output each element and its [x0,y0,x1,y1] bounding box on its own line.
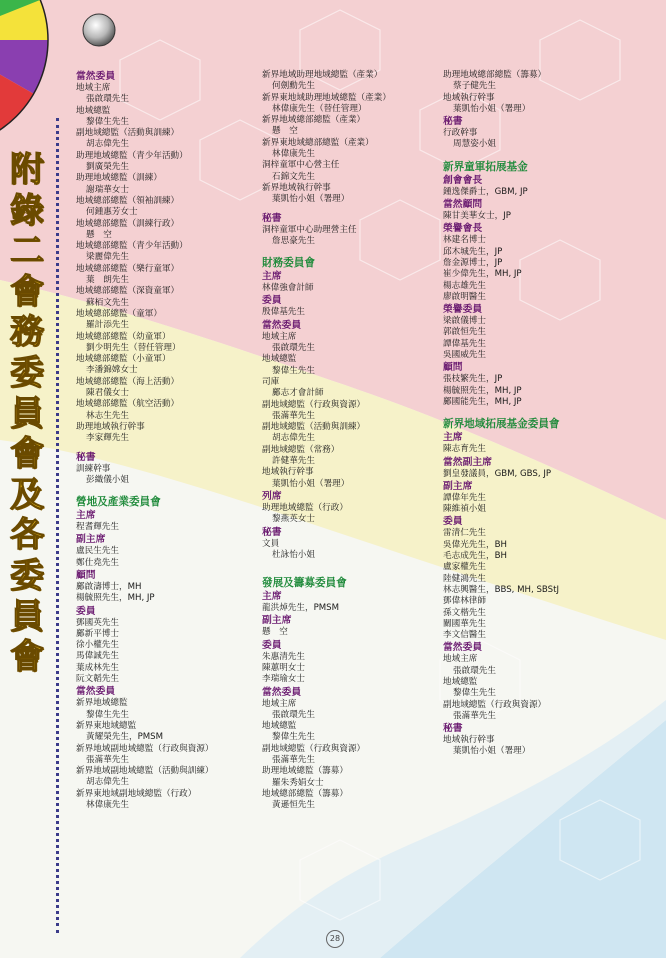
member-line: 地域總監 [443,676,478,687]
member-line: 黎偉生先生 [86,116,129,127]
member-line: 楊毓照先生，MH, JP [443,385,522,396]
member-line: 地域主席 [76,83,111,93]
member-line: 地域執行幹事 [443,92,495,103]
member-line: 劉皇發議員，GBM, GBS, JP [443,468,552,479]
role-heading: 副主席 [262,615,292,627]
member-line: 地域主席 [262,698,297,709]
member-line: 副地域總監（常務） [262,444,340,455]
member-line: 葉凱怡小姐（署理） [453,746,531,757]
role-heading: 當然委員 [262,319,302,331]
member-line: 譚偉基先生 [443,338,486,349]
member-line: 周慧姿小姐 [453,139,496,150]
member-line: 助理地域總部總監（籌募） [443,70,547,80]
committee-heading: 新界童軍拓展基金 [443,160,528,173]
member-line: 李家輝先生 [86,433,129,444]
title-char: 員 [10,393,44,434]
member-line: 鍾逸傑爵士，GBM, JP [443,186,528,197]
column-3 [443,70,643,758]
member-line: 詹思豪先生 [272,235,315,246]
member-line: 楊毓照先生，MH, JP [76,593,155,604]
member-line: 鄧偉林律師 [443,596,486,607]
member-line: 新界東地域總監 [76,720,137,731]
member-line: 蘇栢文先生 [86,297,129,308]
member-line: 新界地域助理地域總監（產業） [262,70,383,80]
member-line: 劉少明先生（替任管理） [86,342,181,353]
member-line: 龍洪焯先生，PMSM [262,603,340,614]
member-line: 地域執行幹事 [262,467,314,478]
member-line: 殷偉基先生 [262,307,305,318]
member-line: 張滿華先生 [453,710,496,721]
member-line: 新界地域總監 [76,698,128,709]
member-line: 黃遜恒先生 [272,800,315,811]
member-line: 地域總部總監（海上活動） [76,376,180,387]
role-heading: 委員 [262,295,282,307]
member-line: 李潘錦嫦女士 [86,365,138,376]
member-line: 梁啟儀博士 [443,316,486,327]
member-line: 徐小權先生 [76,640,119,651]
member-line: 吳偉光先生，BH [443,539,507,550]
member-line: 新界地域執行幹事 [262,182,331,193]
member-line: 葉凱怡小姐（署理） [272,478,350,489]
member-line: 林志興醫生，BBS, MH, SBStJ [443,584,560,595]
role-heading: 副主席 [76,534,106,546]
member-line: 李文信醫生 [443,630,486,641]
member-line: 張滿華先生 [272,755,315,766]
member-line: 林志生先生 [86,410,129,421]
member-line: 地域總監 [76,105,111,116]
member-line: 新界東地域總部總監（產業） [262,137,374,148]
member-line: 地域總部總監（幼童軍） [76,331,171,342]
member-line: 黎偉生先生 [86,709,129,720]
role-heading: 當然委員 [76,71,116,82]
member-line: 胡志偉先生 [272,433,315,444]
member-line: 地域總部總監（航空活動） [76,399,180,410]
member-line: 新界地域副地域總監（活動與訓練） [76,766,214,777]
member-line: 鄧國英先生 [76,617,119,628]
member-line: 地域主席 [443,654,478,665]
role-heading: 主席 [76,510,96,522]
member-line: 楊志雄先生 [443,280,486,291]
title-char: 附 [10,150,44,190]
member-line: 地域主席 [262,331,297,342]
role-heading: 當然顧問 [443,199,483,211]
member-line: 地域執行幹事 [443,735,495,746]
member-line: 懸 空 [86,229,112,240]
member-line: 葉凱怡小姐（署理） [453,103,531,114]
role-heading: 委員 [443,516,463,528]
member-line: 地域總監 [262,721,297,732]
role-heading: 主席 [262,271,282,283]
member-line: 助理地域總監（籌募） [262,766,348,777]
member-line: 副地域總監（活動與訓練） [262,422,366,433]
role-heading: 顧問 [443,362,463,374]
title-char: 員 [10,596,44,637]
column-2 [262,70,434,812]
role-heading: 列席 [262,490,282,502]
member-line: 詹金源博士，JP [443,257,503,268]
member-line: 新界地域副地域總監（行政與資源） [76,743,214,754]
member-line: 張滿華先生 [272,410,315,421]
member-line: 地域總監 [262,354,297,365]
member-line: 郭啟恒先生 [443,327,486,338]
role-heading: 當然委員 [262,686,302,698]
role-heading: 當然委員 [76,686,116,698]
role-heading: 秘書 [76,451,96,463]
member-line: 廖啟明醫生 [443,291,486,302]
member-line: 朱惠清先生 [262,651,305,662]
title-char: 各 [10,515,44,556]
member-line: 陳志育先生 [443,444,486,455]
member-line: 葉 朗先生 [86,275,129,286]
member-line: 副地域總監（行政與資源） [443,699,547,710]
member-line: 胡志偉先生 [86,777,129,788]
member-line: 陳維禎小姐 [443,504,486,515]
member-line: 地域總部總監（領袖訓練） [76,195,180,206]
role-heading: 秘書 [443,723,463,735]
role-heading: 秘書 [262,526,282,538]
member-line: 毛志成先生，BH [443,551,507,562]
role-heading: 顧問 [76,569,96,581]
dotted-divider [56,118,59,933]
title-char: 會 [10,434,44,475]
role-heading: 榮譽委員 [443,304,483,316]
member-line: 林偉康先生 [272,149,315,160]
member-line: 黎偉生先生 [272,365,315,376]
committee-heading: 營地及產業委員會 [76,496,161,509]
title-char: 會 [10,271,44,312]
role-heading: 委員 [76,605,96,617]
member-line: 新界地域總部總監（產業） [262,115,366,126]
member-line: 洞梓童軍中心助理營主任 [262,224,357,235]
member-line: 羅朱秀娟女士 [272,777,324,788]
role-heading: 榮譽會長 [443,223,483,235]
member-line: 林偉康先生 [86,800,129,811]
member-line: 訓練幹事 [76,463,111,474]
title-char: 錄 [10,190,44,231]
member-line: 鄺新平博士 [76,628,119,639]
role-heading: 秘書 [262,212,282,224]
member-line: 邱木城先生，JP [443,246,503,257]
title-char: 會 [10,637,44,678]
member-line: 張滿華先生 [86,754,129,765]
member-line: 盧家權先生 [443,562,486,573]
member-line: 助理地域總監（青少年活動） [76,150,188,161]
member-line: 黎偉生先生 [453,688,496,699]
member-line: 杜詠怡小姐 [272,549,315,560]
member-line: 程耆輝先生 [76,522,119,533]
member-line: 陳蕙明女士 [262,662,305,673]
member-line: 謝瑞華女士 [86,184,129,195]
member-line: 阮文韜先生 [76,674,119,685]
member-line: 懸 空 [262,627,288,638]
title-char: 二 [10,231,44,272]
member-line: 雷清仁先生 [443,528,486,539]
vertical-page-title [4,150,50,678]
member-line: 石錦文先生 [272,171,315,182]
member-line: 助理地域總監（行政） [262,502,348,513]
member-line: 地域總部總監（深資童軍） [76,286,180,297]
member-line: 地域總部總監（樂行童軍） [76,263,180,274]
title-char: 委 [10,555,44,596]
member-line: 劉廣榮先生 [86,162,129,173]
role-heading: 秘書 [443,116,463,128]
column-1 [76,70,246,811]
member-line: 黎偉生先生 [272,732,315,743]
member-line: 鄺啟濤博士，MH [76,581,142,592]
member-line: 新界東地域副地域總監（行政） [76,788,197,799]
member-line: 關國華先生 [443,618,486,629]
member-line: 地域總部總監（青少年活動） [76,241,188,252]
member-line: 張啟環先生 [272,343,315,354]
role-heading: 創會會長 [443,174,483,186]
member-line: 李瑞瑜女士 [262,674,305,685]
member-line: 副地域總監（行政與資源） [262,743,366,754]
member-line: 地域總部總監（籌募） [262,788,348,799]
member-line: 崔少偉先生，MH, JP [443,269,522,280]
member-line: 盧民生先生 [76,546,119,557]
spacer [262,561,434,567]
member-line: 張啟環先生 [453,665,496,676]
member-line: 地域總部總監（童軍） [76,308,162,319]
member-line: 葉凱怡小姐（署理） [272,194,350,205]
member-line: 孫文楷先生 [443,607,486,618]
role-heading: 主席 [443,432,463,444]
member-line: 副地域總監（活動與訓練） [76,128,180,139]
role-heading: 當然委員 [443,642,483,654]
member-line: 蔡子健先生 [453,81,496,92]
member-line: 陸健鴻先生 [443,573,486,584]
committee-heading: 發展及籌募委員會 [262,577,347,590]
member-line: 何鍾惠芳女士 [86,207,138,218]
member-line: 林偉強會計師 [262,283,314,294]
member-line: 馬偉誠先生 [76,651,119,662]
role-heading: 當然副主席 [443,456,492,468]
member-line: 黎燕英女士 [272,514,315,525]
member-line: 譚偉年先生 [443,492,486,503]
member-line: 洞梓童軍中心營主任 [262,160,340,171]
member-line: 陳甘美華女士，JP [443,211,511,222]
member-line: 地域總部總監（訓練行政） [76,218,180,229]
member-line: 何劍勳先生 [272,81,315,92]
committee-heading: 財務委員會 [262,257,315,270]
title-char: 委 [10,352,44,393]
member-line: 林偉康先生（替任管理） [272,103,367,114]
member-line: 司庫 [262,376,280,387]
member-line: 鄺志才會計師 [272,388,324,399]
member-line: 黃耀榮先生，PMSM [86,732,164,743]
member-line: 懸 空 [272,126,298,137]
member-line: 陳君儀女士 [86,388,129,399]
role-heading: 副主席 [443,480,473,492]
member-line: 羅計添先生 [86,320,129,331]
member-line: 吳國威先生 [443,350,486,361]
member-line: 彭織儀小姐 [86,474,129,485]
member-line: 葉成林先生 [76,662,119,673]
member-line: 胡志偉先生 [86,139,129,150]
committee-heading: 新界地域拓展基金委員會 [443,418,560,431]
role-heading: 委員 [262,639,282,651]
member-line: 文員 [262,538,280,549]
member-line: 許健華先生 [272,456,315,467]
member-line: 地域總部總監（小童軍） [76,354,171,365]
silver-ball-graphic [83,14,115,46]
title-char: 及 [10,474,44,515]
member-line: 張啟環先生 [272,709,315,720]
title-char: 務 [10,312,44,353]
member-line: 助理地域執行幹事 [76,421,145,432]
member-line: 行政幹事 [443,128,478,139]
member-line: 助理地域總監（訓練） [76,173,162,184]
member-line: 新界東地域助理地域總監（產業） [262,92,391,103]
member-line: 副地域總監（行政與資源） [262,399,366,410]
page-number: 28 [326,930,344,948]
member-line: 鄺國能先生，MH, JP [443,396,522,407]
member-line: 林建名博士 [443,235,486,246]
member-line: 梁麗偉先生 [86,252,129,263]
member-line: 張啟環先生 [86,94,129,105]
role-heading: 主席 [262,591,282,603]
member-line: 張枝繁先生，JP [443,374,503,385]
member-line: 鄭仕堯先生 [76,557,119,568]
